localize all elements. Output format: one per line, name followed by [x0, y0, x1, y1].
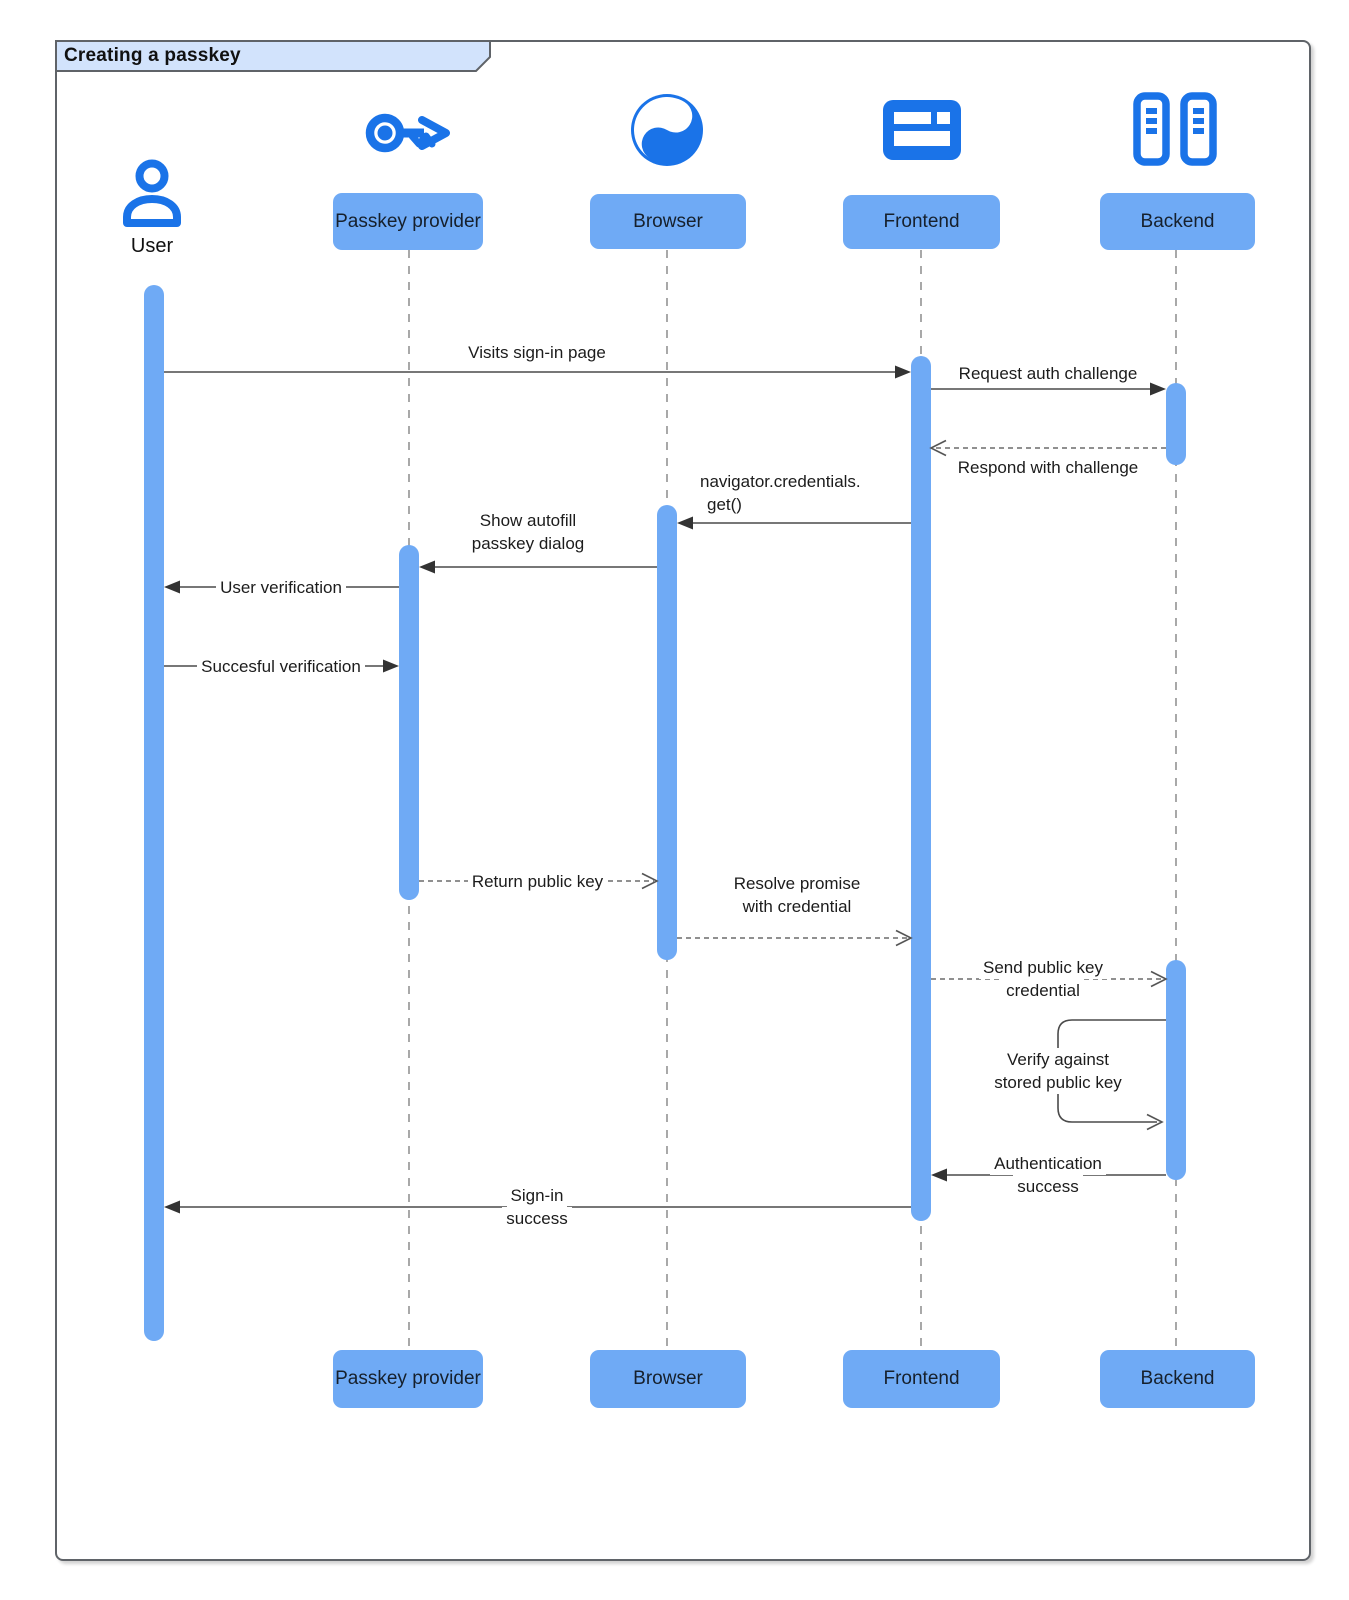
footer-label-backend: Backend: [1140, 1368, 1215, 1390]
actor-label-backend: Backend: [1140, 210, 1215, 232]
footer-label-passkey-provider: Passkey provider: [335, 1368, 481, 1390]
arrowhead-user-verification: [164, 581, 180, 594]
message-label-resolve-promise-with-credential: Resolve promise with credential: [733, 874, 861, 916]
actor-label-browser: Browser: [633, 210, 703, 232]
activation-bar-browser: [657, 505, 677, 960]
message-label-return-public-key: Return public key: [450, 870, 625, 893]
message-label-verify-against-stored-public-key: Verify against stored public key: [958, 1048, 1158, 1094]
arrowhead-navigator-credentials-get: [677, 517, 693, 530]
arrowhead-authentication-success: [931, 1169, 947, 1182]
message-label-succesful-verification: Succesful verification: [171, 655, 391, 678]
diagram-title: Creating a passkey: [64, 45, 241, 66]
actor-box-passkey-provider: [333, 193, 483, 250]
message-label-user-verification: User verification: [186, 576, 376, 599]
message-label-navigator-credentials-get: navigator.credentials. get(): [700, 472, 861, 514]
activation-bar-passkey-provider: [399, 545, 419, 900]
globe-icon: [629, 92, 705, 168]
actor-label-user: User: [130, 235, 174, 257]
browser-window-icon: [883, 100, 961, 160]
message-label-respond-with-challenge: Respond with challenge: [957, 458, 1139, 477]
message-label-visits-sign-in-page: Visits sign-in page: [468, 343, 606, 362]
footer-box-backend: [1100, 1350, 1255, 1408]
actor-label-frontend: Frontend: [883, 211, 960, 233]
actor-box-browser: [590, 194, 746, 249]
actor-label-passkey-provider: Passkey provider: [335, 210, 481, 232]
arrowhead-visits-sign-in-page: [895, 366, 911, 379]
footer-label-frontend: Frontend: [883, 1368, 960, 1390]
activation-bar-backend-1: [1166, 383, 1186, 465]
message-label-sign-in-success: Sign-in success: [437, 1184, 637, 1230]
key-icon: [362, 103, 458, 163]
message-label-send-public-key-credential: Send public key credential: [943, 956, 1143, 1002]
activation-bar-user: [144, 285, 164, 1341]
footer-box-frontend: [843, 1350, 1000, 1408]
actor-box-backend: [1100, 193, 1255, 250]
message-label-authentication-success: Authentication success: [948, 1152, 1148, 1198]
message-label-request-auth-challenge: Request auth challenge: [958, 364, 1138, 383]
message-label-show-autofill-passkey-dialog: Show autofill passkey dialog: [471, 511, 585, 553]
actor-box-frontend: [843, 195, 1000, 249]
arrowhead-show-autofill-passkey-dialog: [419, 561, 435, 574]
activation-bar-backend-2: [1166, 960, 1186, 1180]
person-icon: [117, 157, 187, 229]
footer-box-browser: [590, 1350, 746, 1408]
footer-label-browser: Browser: [633, 1368, 703, 1390]
footer-box-passkey-provider: [333, 1350, 483, 1408]
server-icon: [1133, 92, 1217, 166]
arrowhead-sign-in-success: [164, 1201, 180, 1214]
